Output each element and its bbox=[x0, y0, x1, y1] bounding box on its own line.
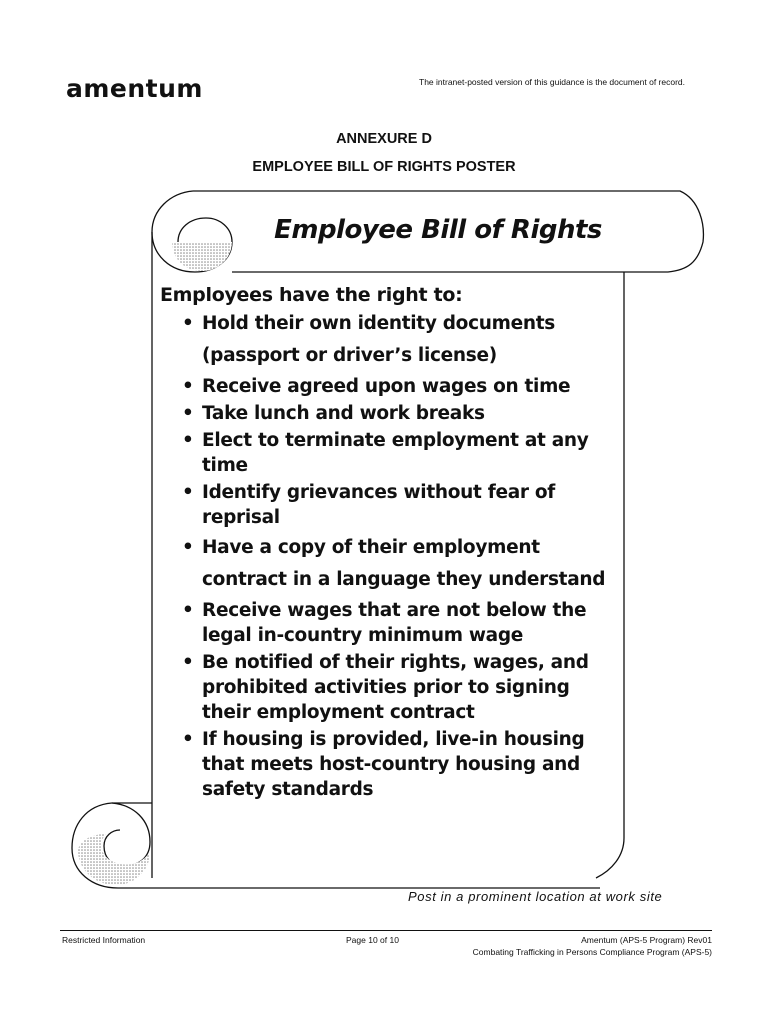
poster-title: Employee Bill of Rights bbox=[274, 215, 602, 245]
footer-divider bbox=[60, 930, 712, 931]
amentum-logo: amentum bbox=[66, 74, 203, 103]
right-item: • Have a copy of their employment contract in a language they understand bbox=[180, 532, 610, 596]
right-item: • If housing is provided, live-in housing that meets host-country housing and safety standards bbox=[180, 727, 610, 802]
record-note: The intranet-posted version of this guidance is the document of record. bbox=[419, 77, 686, 87]
post-location-note: Post in a prominent location at work site bbox=[408, 889, 663, 904]
right-item: • Take lunch and work breaks bbox=[180, 401, 610, 426]
annexure-title: ANNEXURE D bbox=[336, 131, 432, 147]
footer-program-name: Combating Trafficking in Persons Compliance Program (APS-5) bbox=[472, 947, 712, 957]
rights-list bbox=[180, 308, 610, 804]
right-item: • Hold their own identity documents (passport or driver’s license) bbox=[180, 308, 610, 372]
rights-intro: Employees have the right to: bbox=[160, 284, 463, 306]
annexure-subtitle: EMPLOYEE BILL OF RIGHTS POSTER bbox=[252, 159, 516, 175]
right-item: • Receive wages that are not below the legal in-country minimum wage bbox=[180, 598, 610, 648]
right-item: • Elect to terminate employment at any time bbox=[180, 428, 610, 478]
footer-document-id: Amentum (APS-5 Program) Rev01 bbox=[581, 935, 712, 945]
right-item: • Identify grievances without fear of reprisal bbox=[180, 480, 610, 530]
footer-page-number: Page 10 of 10 bbox=[346, 935, 399, 945]
footer-classification: Restricted Information bbox=[62, 935, 146, 945]
right-item: • Be notified of their rights, wages, and prohibited activities prior to signing their employment contract bbox=[180, 650, 610, 725]
right-item: • Receive agreed upon wages on time bbox=[180, 374, 610, 399]
